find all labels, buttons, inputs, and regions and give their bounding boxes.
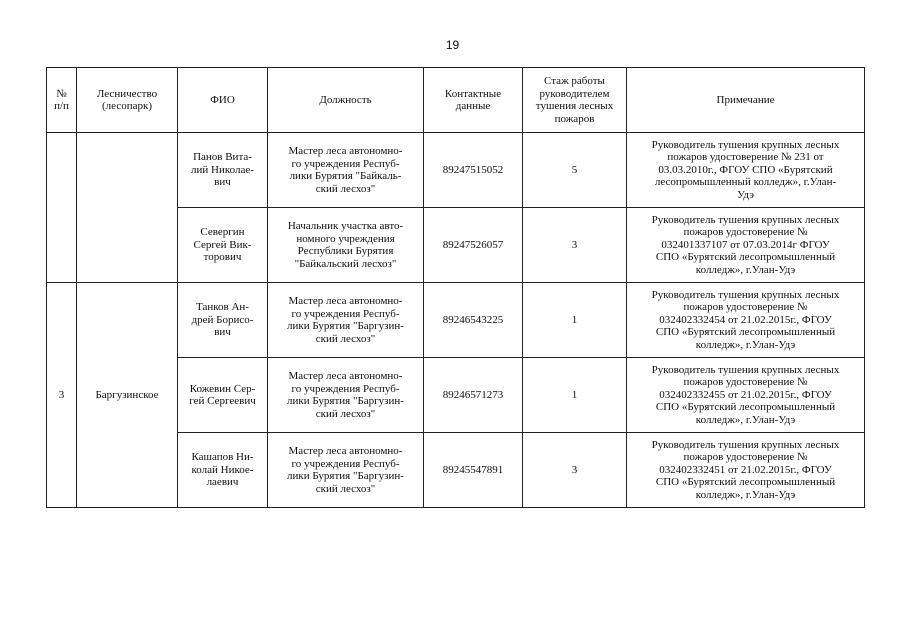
header-num: № п/п [47, 68, 77, 133]
experience-cell: 5 [523, 133, 627, 208]
header-fio: ФИО [178, 68, 268, 133]
experience-cell: 1 [523, 283, 627, 358]
phone-cell: 89247515052 [424, 133, 523, 208]
header-experience: Стаж работы руководителем тушения лесных пожаров [523, 68, 627, 133]
fio-cell: Танков Ан- дрей Борисо- вич [178, 283, 268, 358]
header-position: Должность [268, 68, 424, 133]
note-cell: Руководитель тушения крупных лесных пожаров удостоверение № 032402332451 от 21.02.2015г., ФГОУ СПО «Бурятский лесопромышленный колледж», г.Улан-Удэ [627, 433, 865, 508]
phone-cell: 89247526057 [424, 208, 523, 283]
note-cell: Руководитель тушения крупных лесных пожаров удостоверение № 231 от 03.03.2010г., ФГОУ СПО «Бурятский лесопромышленный колледж», г.Улан- Удэ [627, 133, 865, 208]
position-cell: Мастер леса автономно- го учреждения Респуб- лики Бурятия "Байкаль- ский лесхоз" [268, 133, 424, 208]
table-row [47, 133, 865, 208]
note-cell: Руководитель тушения крупных лесных пожаров удостоверение № 032401337107 от 07.03.2014г ФГОУ СПО «Бурятский лесопромышленный колледж», г.Улан-Удэ [627, 208, 865, 283]
experience-cell: 1 [523, 358, 627, 433]
fio-cell: Кашапов Ни- колай Никое- лаевич [178, 433, 268, 508]
group-number-cell [47, 133, 77, 283]
phone-cell: 89246543225 [424, 283, 523, 358]
position-cell: Мастер леса автономно- го учреждения Респуб- лики Бурятия "Баргузин- ский лесхоз" [268, 433, 424, 508]
table-row [47, 283, 865, 358]
position-cell: Мастер леса автономно- го учреждения Респуб- лики Бурятия "Баргузин- ский лесхоз" [268, 283, 424, 358]
forestry-cell: Баргузинское [77, 283, 178, 508]
position-cell: Мастер леса автономно- го учреждения Респуб- лики Бурятия "Баргузин- ский лесхоз" [268, 358, 424, 433]
header-row [47, 68, 865, 133]
fio-cell: Кожевин Сер- гей Сергеевич [178, 358, 268, 433]
fio-cell: Панов Вита- лий Николае- вич [178, 133, 268, 208]
header-forestry: Лесничество (лесопарк) [77, 68, 178, 133]
header-note: Примечание [627, 68, 865, 133]
header-contacts: Контактные данные [424, 68, 523, 133]
forestry-cell [77, 133, 178, 283]
experience-cell: 3 [523, 433, 627, 508]
note-cell: Руководитель тушения крупных лесных пожаров удостоверение № 032402332454 от 21.02.2015г., ФГОУ СПО «Бурятский лесопромышленный колледж», г.Улан-Удэ [627, 283, 865, 358]
fire-managers-table [46, 67, 865, 508]
experience-cell: 3 [523, 208, 627, 283]
page-number: 19 [445, 38, 460, 52]
phone-cell: 89246571273 [424, 358, 523, 433]
phone-cell: 89245547891 [424, 433, 523, 508]
group-number-cell: 3 [47, 283, 77, 508]
fio-cell: Севергин Сергей Вик- торович [178, 208, 268, 283]
note-cell: Руководитель тушения крупных лесных пожаров удостоверение № 032402332455 от 21.02.2015г., ФГОУ СПО «Бурятский лесопромышленный колледж», г.Улан-Удэ [627, 358, 865, 433]
position-cell: Начальник участка авто- номного учреждения Республики Бурятия "Байкальский лесхоз" [268, 208, 424, 283]
